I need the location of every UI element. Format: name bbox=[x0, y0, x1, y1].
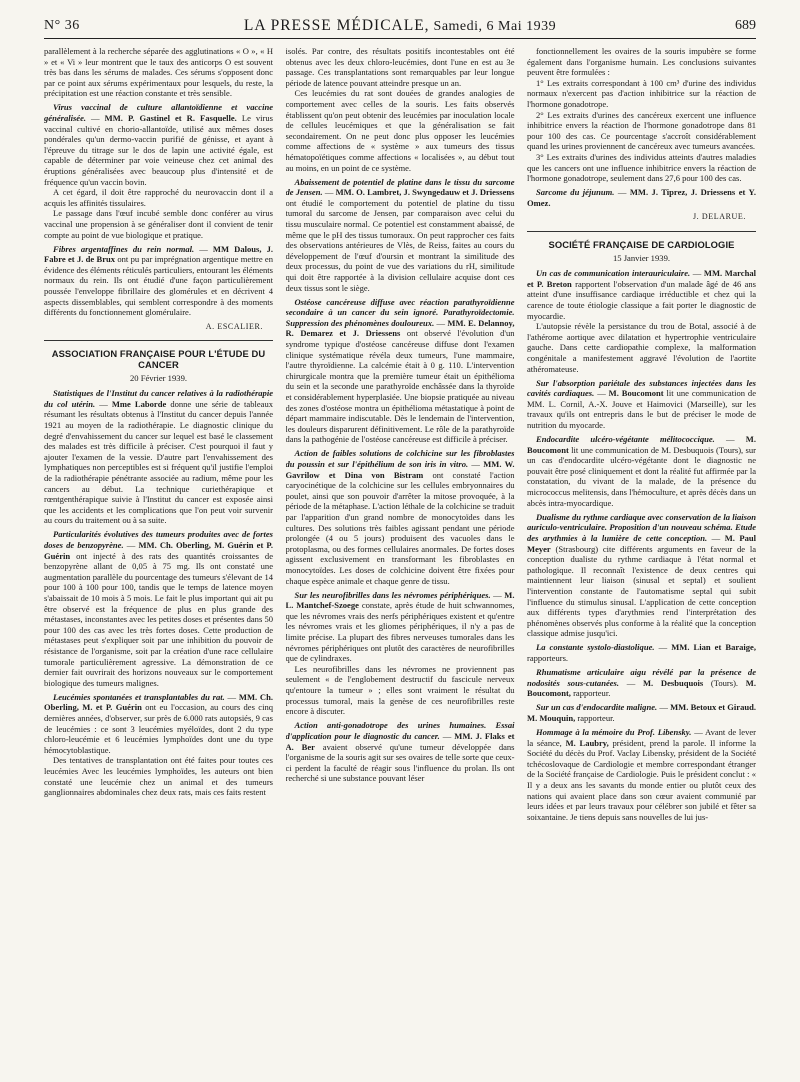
abstract-title: Sur un cas d'endocardite maligne. bbox=[536, 702, 658, 713]
separator: — bbox=[123, 540, 139, 551]
abstract-authors: M. Laubry, bbox=[565, 737, 609, 748]
separator: — bbox=[714, 434, 746, 445]
abstract-item bbox=[527, 642, 756, 663]
text-columns bbox=[44, 46, 756, 1070]
abstract-text: ont pu par imprégnation argentique mettre en évidence des éléments réticulés particuliers, entourant les éléments normaux du rein. Ils ont étudié d'une façon particulièrement poussée l'enveloppe fibrillaire des glomérules et en décrivent 4 aspects dissemblables, qui semblent correspondre à des moments différents du fonctionnement glomérulaire. bbox=[44, 254, 273, 318]
abstract-authors: M. Desbuquois bbox=[642, 677, 704, 688]
abstract-item bbox=[286, 590, 515, 717]
signature: J. DELARUE. bbox=[692, 212, 746, 222]
abstract-title: Sarcome du jéjunum. bbox=[536, 187, 615, 198]
separator: — bbox=[194, 243, 213, 254]
abstract-title: Particularités évolutives des tumeurs produites avec de fortes doses de benzopyrène. bbox=[44, 529, 273, 551]
abstract-text: (Strasbourg) cite différents arguments en faveur de la conception dualiste du rythme cardiaque à l'état normal et pathologique. Il reconnaît l'existence de deux centres qui maintiennent leur liaison (sinusal et septal) et soulient l'intervention constante de l'automatisme septal qui subit l'influence du stimulus sinusal. L'application de cette conception aux différents types d'arythmies rend l'interprétation des phénomènes observés plus conforme à la réalité que la conception classique admise jusqu'ici. bbox=[527, 543, 756, 639]
separator: — bbox=[224, 691, 239, 702]
abstract-authors: MM. J. Flaks et A. Ber bbox=[285, 730, 515, 752]
abstract-authors: M. Boucomont bbox=[527, 434, 756, 455]
abstract-text: A cet égard, il doit être rapproché du neurovaccin dont il a acquis les affinités tissulaires. bbox=[44, 187, 273, 208]
abstract-text: Les neurofibrilles dans les névromes ne proviennent pas seulement « de l'englobement destructif du fascicule nerveux qu'entoure la tumeur » ; elles sont vraiment le résultat du processus tumoral, mais la genèse de ces neurofibrilles reste encore à discuter. bbox=[285, 663, 515, 717]
abstract-text: donne une série de tableaux résumant les résultats obtenus à l'Institut du cancer depuis l'année 1921 au moyen de la radiothérapie. Le diagnostic clinique du degré d'envahissement du cancer sur lequel est basé le classement des malades est très difficile à préciser. C'est pourquoi il faut y ajouter l'examen de la vessie. D'autre part l'envahissement des lymphatiques non perceptibles est si fréquent qu'il justifie l'emploi de la radiothérapie pénétrante associée au radium, même pour les cancers au début. La technique curiethérapique et rœntgenthérapique suivie à l'Institut du cancer est exposée ainsi que les accidents et les complications que l'on peut voir survenir au cours du traitement ou à sa suite. bbox=[44, 398, 273, 526]
abstract-text: avaient observé qu'une tumeur développée dans l'organisme de la souris agit sur ses ovaires de telle sorte que ceux-ci perdent la faculté de réagir sous l'influence du prolan. Ils ont recherché si une substance pouvant léser bbox=[285, 741, 515, 784]
abstract-title: Un cas de communication interauriculaire. bbox=[536, 268, 691, 279]
conclusion-item: 3° Les extraits d'urines des individus atteints d'autres maladies que les cancers ont une influence inhibitrice envers la réaction de l'hormone gonadotrope, seulement dans 27,6 pour 100 des cas. bbox=[527, 151, 756, 184]
issue-number: N° 36 bbox=[44, 18, 80, 33]
abstract-authors: MM. Ch. Oberling, M. et P. Guérin bbox=[44, 691, 273, 713]
abstract-item bbox=[527, 434, 756, 508]
abstract-title: Statistiques de l'Institut du cancer relatives à la radiothérapie du col utérin. bbox=[44, 388, 273, 409]
abstract-authors: MM. J. Tiprez, J. Driessens et Y. Omez. bbox=[527, 187, 756, 208]
abstract-item bbox=[527, 268, 756, 374]
abstract-text: ont injecté à des rats des quantités croissantes de benzopyrène allant de 0,05 à 75 mg. Ils ont constaté une augmentation parallèle du pourcentage des tumeurs s'élevant de 14 pour 100 à 100 pour 100, tandis que le temps de latence moyen s'abaissait de 10 mois à 5 mois. Le fait le plus important qui ait pu être observé est la fréquence de plus en plus grande des métastases, inconstantes avec les petites doses et présentes dans 50 pour 100 des cas avec les très fortes doses. Cette production de métastases peut s'expliquer soit par une inhibition du pouvoir de résistance de l'organisme, soit par la création d'une race cellulaire tumorale particulièrement agressive. La démonstration de ce dernier fait ouvrirait des horizons nouveaux sur le comportement biologique des tumeurs malignes. bbox=[44, 550, 273, 688]
running-header bbox=[44, 16, 756, 39]
abstract-title: Leucémies spontanées et transplantables du rat. bbox=[53, 691, 225, 702]
separator: — bbox=[614, 187, 630, 198]
abstract-item bbox=[527, 378, 756, 431]
abstract-title: Rhumatisme articulaire aigu révélé par la présence de nodosités sous-cutanées. bbox=[527, 667, 756, 688]
column-left bbox=[44, 46, 273, 1070]
separator: — bbox=[322, 187, 336, 198]
abstract-title: Hommage à la mémoire du Prof. Libensky. bbox=[536, 727, 692, 738]
separator: — bbox=[468, 459, 484, 470]
abstract-item bbox=[527, 187, 756, 208]
abstract-item bbox=[286, 720, 515, 784]
separator: — bbox=[654, 642, 672, 653]
abstract-authors: MM. E. Delannoy, R. Demarez et J. Driessens bbox=[285, 317, 515, 339]
abstract-text: constate, après étude de huit schwannomes, que les névromes vrais des nerfs périphériques existent et qu'entre les névromes vrais et les gliomes périphériques, il n'y a pas de limite précise. La plupart des fibres nerveuses tumorales dans les névromes périphériques ont plutôt des caractères de neurofibrilles que de cylindraxes. bbox=[285, 600, 515, 664]
abstract-text: ont constaté l'action caryocinétique de la colchicine sur les cellules embryonnaires du poulet, ainsi que son pouvoir d'arrêter la mitose provoquée, à la période de la métaphase. L'action léthale de la colchicine se traduit par l'apparition d'un grand nombre de monocytoïdes dans les cultures. Des solutions très faibles agissant pendant une période prolongée (4 ou 5 jours) produisent des vacuoles dans le protoplasma, ou des formes cellulaires anormales. De fortes doses agissent exclusivement en transformant les fibroblastes en monocytoïdes. Les doses de colchicine doivent être fixées pour chaque espèce animale et chaque genre de tissu. bbox=[285, 469, 515, 586]
abstract-text: ont observé l'évolution d'un syndrome typique d'ostéose cancéreuse diffuse dont l'examen clinique systématique révéla deux tumeurs, l'une mammaire, l'autre thyroïdienne. La calcémie était à 0 g. 110. L'intervention chirurgicale montra que la première tumeur était un épithélioma du sein et la seconde une parathyroïde enchâssée dans la thyroïde et considérablement hyperplasiée. Une biopsie pratiquée au niveau des zones d'ostéose montra un épithélioma métastatique à point de départ mammaire indiscutable. Dès le lendemain de l'intervention, les douleurs disparurent définitivement. Le rôle de la parathyroïde dans la pathogénie de l'ostéose cancéreuse est difficile à préciser. bbox=[285, 328, 515, 445]
paragraph bbox=[44, 46, 273, 99]
section-title: ASSOCIATION FRANÇAISE POUR L'ÉTUDE DU CANCER bbox=[44, 340, 273, 370]
section-date: 20 Février 1939. bbox=[129, 372, 188, 383]
conclusion-item: 1° Les extraits correspondant à 100 cm³ d'urine des individus normaux n'exercent pas d'action inhibitrice sur la réaction de l'hormone gonadotrope. bbox=[527, 77, 756, 109]
abstract-item bbox=[527, 702, 756, 723]
separator: — bbox=[490, 589, 505, 600]
abstract-authors: M. Boucomont, bbox=[527, 677, 756, 699]
paragraph-text: fonctionnellement les ovaires de la souris impubère se forme également dans l'organisme humain. Les conclusions suivantes peuvent être formulées : bbox=[527, 46, 756, 78]
separator: — bbox=[707, 532, 725, 543]
conclusions bbox=[527, 46, 756, 184]
abstract-title: Endocardite ulcéro-végétante mélitococcique. bbox=[536, 434, 715, 445]
abstract-title: Fibres argentaffines du rein normal. bbox=[53, 243, 195, 254]
separator: — bbox=[86, 113, 105, 124]
abstract-authors: MM. Marchal et P. Breton bbox=[527, 268, 756, 289]
header-title bbox=[44, 17, 756, 35]
abstract-item bbox=[527, 667, 756, 699]
abstract-text: rapporteurs. bbox=[527, 652, 569, 663]
abstract-authors: MM. Ch. Oberling, M. Guérin et P. Guérin bbox=[44, 540, 273, 561]
column-right bbox=[527, 46, 756, 1070]
abstract-title: Dualisme du rythme cardiaque avec conservation de la liaison auriculo-ventriculaire. Proposition d'un nouveau schéma. Etude des arythmies à la lumière de cette conception. bbox=[527, 511, 756, 543]
abstract-authors: M. Paul Meyer bbox=[527, 532, 756, 554]
abstract-authors: MM Dalous, J. Fabre et J. de Brux bbox=[44, 243, 273, 265]
abstract-text: ont étudié le comportement du potentiel de platine du tissu tumoral du sarcome de Jensen, par comparaison avec celui du tissu musculaire normal. Ce potentiel est constamment abaissé, de même que le pH des tissus tumoraux. On peut rapprocher ces faits des observations antérieures de Vlès, de Reiss, faites au cours du développement de l'œuf d'oursin et montrant la similitude des deux processus, du point de vue des variations du rH, similitude qui doit être rapportée à la division cellulaire acquise dont ces deux tissus sont le siège. bbox=[285, 197, 515, 293]
separator: — bbox=[439, 730, 455, 741]
separator: — bbox=[657, 702, 671, 713]
abstract-item bbox=[44, 388, 273, 526]
separator: — bbox=[95, 398, 112, 409]
abstract-text: rapporteur. bbox=[575, 712, 615, 723]
abstract-text: lit une communication de MM. L. Cornil, A.-X. Jouve et Haimovici (Marseille), sur les travaux qu'ils ont entrepris dans le but de préciser le mode de nutrition du myocarde. bbox=[527, 388, 756, 430]
journal-name: LA PRESSE MÉDICALE, bbox=[243, 17, 430, 34]
abstract-item bbox=[44, 102, 273, 240]
signature: A. ESCALIER. bbox=[205, 321, 263, 331]
abstract-title: Abaissement de potentiel de platine dans le tissu du sarcome de Jensen. bbox=[285, 176, 515, 198]
abstract-authors: MM. Lian et Baraige, bbox=[671, 642, 756, 653]
abstract-item bbox=[527, 727, 756, 822]
column-middle bbox=[286, 46, 515, 1070]
abstract-title: Sur les neurofibrilles dans les névromes périphériques. bbox=[294, 589, 491, 600]
section-date: 15 Janvier 1939. bbox=[612, 252, 671, 263]
issue-date: Samedi, 6 Mai 1939 bbox=[433, 19, 557, 34]
paragraph-text: Ces leucémies du rat sont douées de grandes analogies de comportement avec celles de la souris. Les faits observés établissent qu'on peut obtenir des leucémies par inoculation locale de cellules leucémiques et que la généralisation se fait secondairement. On ne peut donc plus opposer les leucémies comme affections de « système » aux tumeurs des tissus hématopoïétiques comme affections « localisées », au début tout au moins, en un point de ce système. bbox=[285, 88, 515, 173]
abstract-item bbox=[286, 448, 515, 586]
abstract-text: Des tentatives de transplantation ont été faites pour toutes ces leucémies Avec les leucémies lymphoïdes, les auteurs ont bien constaté une leucémie chez un animal et des tumeurs ganglionnaires abdominales chez deux rats, mais ces faits restent bbox=[44, 755, 273, 798]
abstract-text: (Tours). bbox=[703, 677, 746, 688]
abstract-authors: MM. Betoux et Giraud. M. Mouquin, bbox=[527, 702, 756, 723]
separator: — bbox=[594, 388, 609, 399]
abstract-text: rapporteur. bbox=[570, 688, 611, 699]
abstract-title: Virus vaccinal de culture allantoïdienne et vaccine généralisée. bbox=[44, 102, 273, 124]
separator: — bbox=[434, 317, 448, 328]
abstract-text: président, prend la parole. Il informe la Société du décès du Prof. Vaclay Libensky, président de la Société tchécoslovaque de Cardiologie et membre correspondant étranger de la Société française de Cardiologie. Puis le président conclut : « Il y a deux ans les savants du monde entier ou plutôt ceux des nations qui avaient place dans son cœur avaient communié par leurs idées et par leurs travaux pour célébrer son jubilé et fêter sa soixantaine. Je tiens depuis sans nouvelles de lui jus- bbox=[527, 737, 756, 822]
abstract-text: L'autopsie révèle la persistance du trou de Botal, associé à de l'athérome aortique avec dilatation et hypertrophie ventriculaire gauche. Dans cette cardiopathie complexe, la malformation congénitale a manifestement aggravé l'évolution de l'aortite athéromateuse. bbox=[527, 321, 756, 374]
paragraph bbox=[286, 46, 515, 173]
abstract-title: Sur l'absorption pariétale des substances injectées dans les cavités cardiaques. bbox=[527, 377, 756, 399]
abstract-text: Avant de lever la séance, bbox=[527, 727, 756, 748]
abstract-item bbox=[44, 529, 273, 688]
abstract-authors: MM. W. Gavrilow et Dina von Bistram bbox=[285, 459, 515, 480]
page-number: 689 bbox=[735, 18, 756, 33]
separator: — bbox=[619, 677, 643, 688]
abstract-text: lit une communication de M. Desbuquois (Tours), sur un cas d'endocardite ulcéro-végétante dont le diagnostic ne pouvait être posé cliniquement et dont la réalité fut affirmée par la constatation, du vivant de la malade, de la présence du micrococcus melitensis, dans l'hémoculture, et après décès dans un abcès intra-myocardique. bbox=[527, 444, 756, 508]
abstract-authors: M. Boucomont bbox=[608, 388, 664, 399]
section-title: SOCIÉTÉ FRANÇAISE DE CARDIOLOGIE bbox=[527, 231, 756, 251]
abstract-authors: Mme Laborde bbox=[111, 398, 167, 409]
abstract-item bbox=[286, 297, 515, 445]
paragraph-text: isolés. Par contre, des résultats positifs incontestables ont été obtenus avec les deux chloro-leucémies, dont l'une en est au 3e passage. Ces transplantations sont remarquables par leur longue période de latence pouvant atteindre presque un an. bbox=[285, 46, 515, 88]
abstract-text: Le passage dans l'œuf incubé semble donc conférer au virus vaccinal une propension à se généraliser dont il convient de tenir compte au point de vue biologique et pratique. bbox=[44, 208, 273, 240]
abstract-item bbox=[527, 512, 756, 639]
conclusion-item: 2° Les extraits d'urines des cancéreux exercent une influence inhibitrice envers la réaction de l'hormone gonadotrope dans 81 pour 100 des cas. Ce pourcentage s'accroît considérablement quand les urines proviennent de cancéreux avec tumeurs avancées. bbox=[527, 109, 756, 152]
paragraph-text: parallèlement à la recherche séparée des agglutinations « O », « H » et « Vi » leur montrent que le taux des anticorps O est souvent très bas dans les sérums de malades. Ces sérums s'opposent donc par ce point aux sérums expérimentaux pour lesquels, du reste, la précipitation est une réaction constante et très sensible. bbox=[44, 46, 273, 99]
separator: — bbox=[690, 268, 704, 279]
abstract-title: Action anti-gonadotrope des urines humaines. Essai d'application pour le diagnostic du cancer. bbox=[285, 720, 515, 741]
abstract-text: rapportent l'observation d'un malade âgé de 46 ans atteint d'une insuffisance cardiaque irréductible et chez qui la carence de toute étiologie classique a fait porter le diagnostic de myocardie. bbox=[527, 278, 756, 321]
abstract-title: La constante systolo-diastolique. bbox=[536, 642, 655, 653]
abstract-text: ont eu l'occasion, au cours des cinq dernières années, d'observer, sur près de 6.000 rats autopsiés, 9 cas de leucémies : ce sont 3 leucémies myéloïdes, dont 2 du type chloro-leucémie et 6 leucémies lymphoïdes dont une du type hémocytoblastique. bbox=[44, 702, 273, 755]
separator: — bbox=[691, 727, 706, 738]
abstract-item bbox=[44, 692, 273, 798]
abstract-authors: MM. O. Lambret, J. Swyngedauw et J. Driessens bbox=[335, 187, 515, 198]
abstract-authors: M. L. Mantchef-Szoege bbox=[285, 589, 515, 611]
abstract-authors: MM. P. Gastinel et R. Fasquelle. bbox=[104, 113, 237, 124]
abstract-item bbox=[44, 244, 273, 318]
abstract-item bbox=[286, 177, 515, 294]
abstract-title: Ostéose cancéreuse diffuse avec réaction parathyroïdienne secondaire à un cancer du sein ignoré. Parathyroïdectomie. Suppression des phénomènes douloureux. bbox=[285, 296, 515, 328]
abstract-text: Le virus vaccinal cultivé en chorio-allantoïde, utilisé aux mêmes doses pondérales qu'un dermo-vaccin purifié de génisse, et ayant à l'épreuve du titrage sur le dos de lapin une activité égale, est capable de déterminer par voie veineuse chez cet animal des éruptions généralisées avec beaucoup plus d'intensité et de fréquence qu'un vaccin bovin. bbox=[44, 113, 273, 187]
abstract-title: Action de faibles solutions de colchicine sur les fibroblastes du poussin et sur l'épithélium de son iris in vitro. bbox=[285, 448, 515, 470]
